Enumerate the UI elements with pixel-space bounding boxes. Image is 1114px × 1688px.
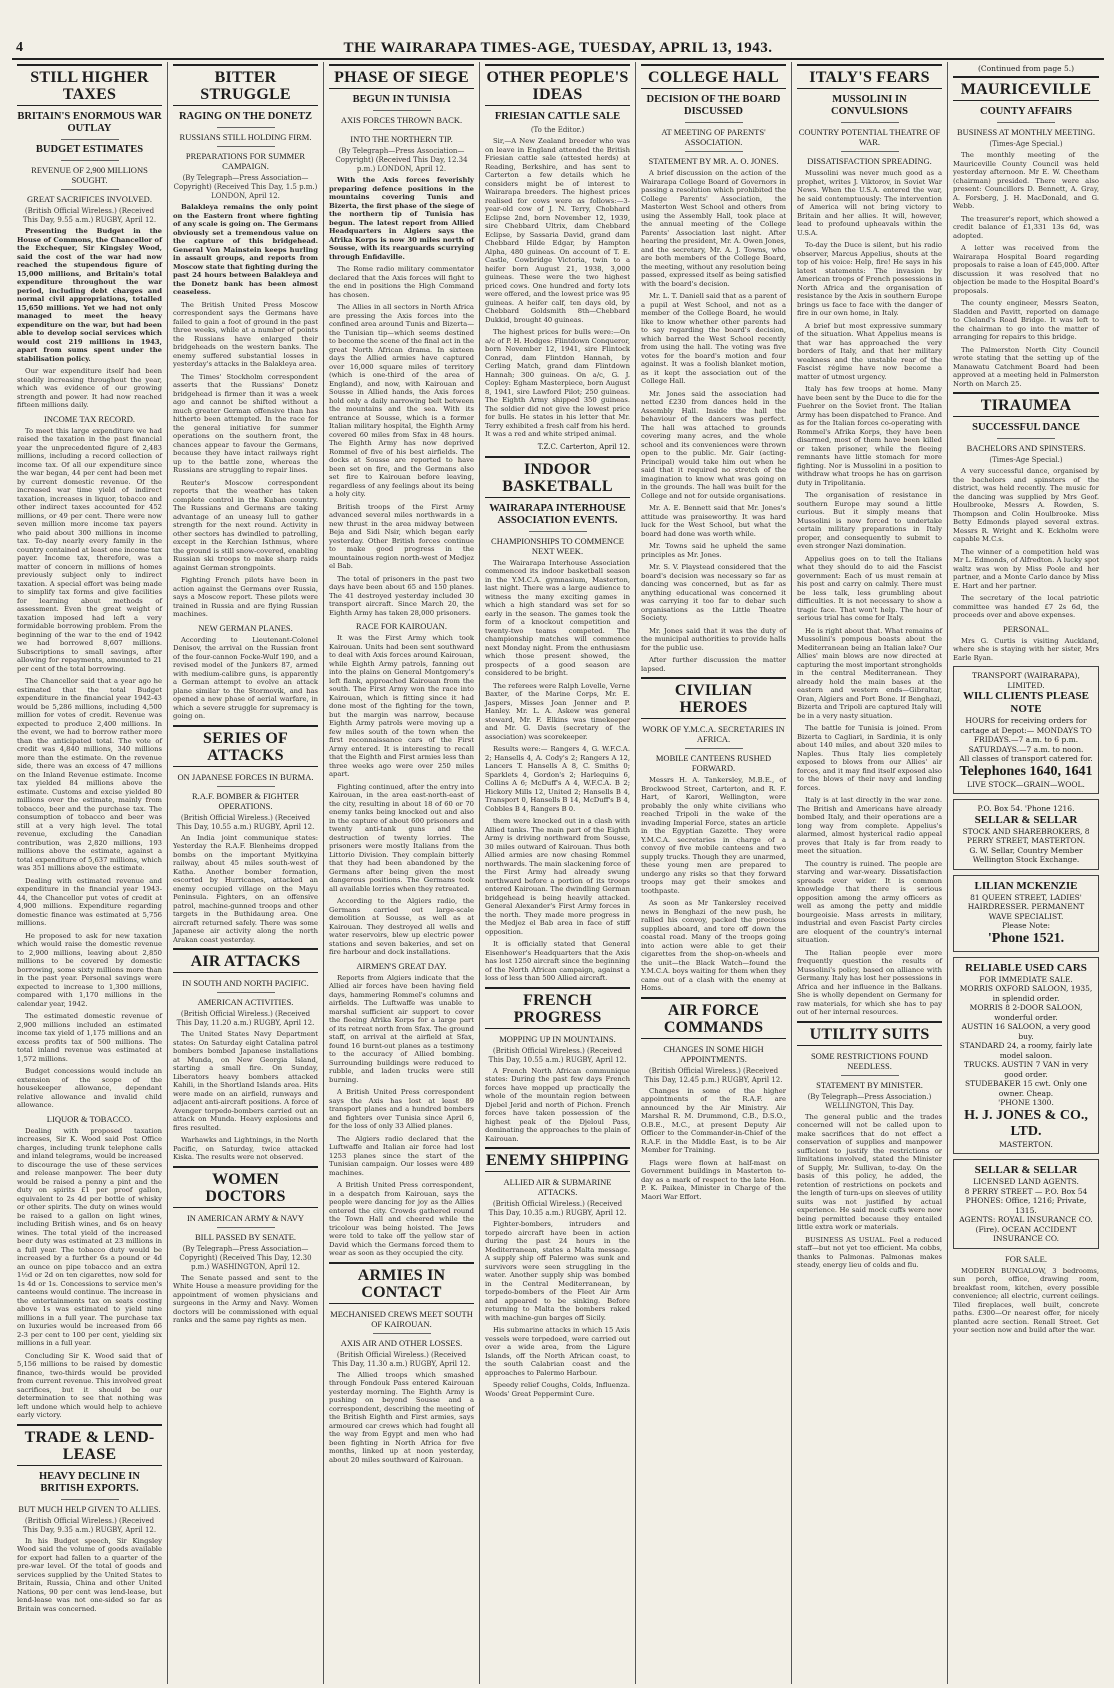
deck: STATEMENT BY MINISTER. (816, 1079, 923, 1090)
article-paragraph: Mr. A. E. Bennett said that Mr. Jones's attitude was praiseworthy. It was hard luck for the West School, but what the board had done was worth while. (641, 504, 786, 538)
dateline: (British Official Wireless.) (Received This Day, 9.35 a.m.) RUGBY, April 12. (22, 1516, 157, 1534)
dateline: (British Official Wireless.) (Received This Day, 11.30 a.m.) RUGBY, April 12. (332, 1350, 471, 1368)
divider (217, 127, 275, 128)
divider (217, 992, 275, 993)
ad-text: TRANSPORT (WAIRARAPA), LIMITED. (972, 671, 1080, 690)
headline: TIRAUMEA (953, 392, 1099, 417)
deck: REVENUE OF 2,900 MILLIONS SOUGHT. (31, 165, 148, 185)
page-number: 4 (16, 40, 23, 55)
article-paragraph: The battle for Tunisia is joined. From Bizerta to Cagliari, in Sardinia, it is only about 140 miles, and about 320 miles to Naples. Thus Italy lies completely exposed to blows from our Allies' air forces, and it may find itself exposed also to the blows of their navy and landing forces. (797, 724, 942, 792)
article-paragraph: As soon as Mr Tankersley received news in Benghazi of the new push, he rallied his convoy, packed the precious supplies aboard, and tore off down the coastal road. Many of the troops going into action were able to get their cigarettes from the shop-on-wheels and the unit—the Black Watch—found the Y.M.C.A. boys waiting for them when they came out of a clash with the enemy at Homs. (641, 899, 786, 992)
headline: SERIES OF ATTACKS (173, 725, 318, 767)
article-paragraph: Presenting the Budget in the House of Commons, the Chancellor of the Exchequer, Sir Kingsley Wood, said the cost of the war had now reached the stupendous figure of 15,000 millions, and Britain's total expenditure throughout the war period, including debt charges and normal civil appropriations, totalled 15,650 millions. Yet we had not only managed to meet the heavy expenditure on the war, but had been able to develop social services which would cost 219 millions in 1943, apart from sums spent under the stabilisation policy. (17, 227, 162, 363)
divider (685, 122, 743, 123)
continuation-note: (Continued from page 5.) (977, 64, 1075, 73)
headline: OTHER PEOPLE'S IDEAS (485, 64, 630, 106)
deck: RUSSIANS STILL HOLDING FIRM. (179, 132, 312, 142)
article-paragraph: Speedy relief Coughs, Colds, Influenza. Woods' Great Peppermint Cure. (485, 1381, 630, 1398)
article-paragraph: The total of prisoners in the past two days have been about 65 and 150 planes. The 41 destroyed yesterday included 30 transport aircraft. Since March 20, the Eighth Army has taken 28,000 prisoners. (329, 574, 474, 617)
article-paragraph: The organisation of resistance in southern Europe may sound a little curious. But it simply means that Mussolini is now forced to undertake certain military preparations in Italy proper, and consequently to submit to even stronger Nazi domination. (797, 491, 942, 550)
ad-text: Please Note: (1001, 921, 1051, 930)
divider (841, 122, 899, 123)
article-paragraph: Dealing with estimated revenue and expenditure in the financial year 1943-44, the Chancellor put votes of credit at 4,900 millions. Expenditure regarding domestic finance was estimated at 5,756 millions. (17, 876, 162, 927)
ad-text: 'Phone 1521. (987, 930, 1065, 946)
divider (685, 151, 743, 152)
article-paragraph: The United States Navy Department states: On Saturday eight Catalina patrol bombers bombed Japanese installations at Munda, on New Georgia Island, starting a small fire. On Sunday, Liberators heavy bombers attacked Kahili, in the Shortland Islands area. Hits were made on an airfield, runways and adjacent anti-aircraft positions. A force of Avenger torpedo-bombers carried out an attack on Munda. Heavy explosions and fires resulted. (173, 1030, 318, 1132)
deck: GREAT SACRIFICES INVOLVED. (27, 194, 152, 204)
article-paragraph: Reuter's Moscow correspondent reports that the weather has taken complete control in the Kuban country. The Russians and Germans are taking advantage of an uneasy lull to gather strength for the next round. Activity in other sectors has dwindled to patrolling, except in the Kerchian Isthmus, where the ground is still snow-covered, enabling Russian ski troops to make sharp raids against German strongpoints. (173, 478, 318, 572)
article-paragraph: The highest prices for bulls were:—On a/c of P. H. Hodges: Flintdown Conqueror, born November 12, 1941, sire Flintock Conrad, dam Flintdon Hannah, by Cerling Match, grand dam Flintdown Hannah; 300 guineas. On a/c, G. J. Copley: Egham Masterpiece, born August 8, 1941, sire Lawford Pilot; 250 guineas. The Eighth Army shipped 350 guineas. The soldier did not give the lowest price for bulls. He states in his letter that Mr. Terry exhibited a fresh calf from his herd. It was a red and white striped animal. (485, 328, 630, 438)
headline: CIVILIAN HEROES (641, 677, 786, 719)
ad-text: 81 QUEEN STREET, LADIES' HAIRDRESSER. PERMANENT WAVE SPECIALIST. (967, 892, 1085, 921)
deck: ALLIED AIR & SUBMARINE ATTACKS. (503, 1177, 612, 1197)
ad-text: H. J. JONES & CO., LTD. (964, 1107, 1088, 1139)
dateline: (Times-Age Special.) (989, 456, 1063, 464)
divider (217, 146, 275, 147)
article-paragraph: A brief but most expressive summary of the situation. What Appelius means is that war has approached the very borders of Italy, and that her military weakness and the unstable rear of the Fascist régime have now become a matter of utmost urgency. (797, 321, 942, 381)
dateline: (British Official Wireless.) (Received This Day, 11.20 a.m.) RUGBY, April 12. (176, 1010, 315, 1027)
ad-text: LICENSED LAND AGENTS. (973, 1177, 1079, 1186)
article-paragraph: He is right about that. What remains of Mussolini's pompous boasts about the Mediterranean being an Italian lake? Our Allies' main blows are now directed at capturing the most important strongholds in the central Mediterranean. They already hold the main bases at the eastern and western ends—Gibraltar, Oran, Algiers and Port Bone. If Benghazi, Bizerta and Tripoli are captured Italy will be in a very nasty situation. (797, 626, 942, 720)
article-paragraph: According to the Algiers radio, the Germans carried out large-scale demolition at Sousse, as well as at Kairouan. They destroyed all wells and water reservoirs, blew up electric power stations and seven bakeries, and set on fire harbour and dock installations. (329, 897, 474, 956)
article-paragraph: To-day the Duce is silent, but his radio observer, Marcus Appelius, shouts at the top of his voice: Help, fire! He says in his latest statements: The invasion by American troops of French possessions in North Africa and the organisation of resistance by the Axis in southern Europe brings us face to face with the danger of fire in our own home, in Italy. (797, 241, 942, 317)
deck: IN AMERICAN ARMY & NAVY (186, 1212, 305, 1223)
ad-text: STANDARD 24, a roomy, fairly late model saloon. (959, 1041, 1093, 1060)
article-paragraph: The winner of a competition held was Mr L. Edmonds, of Alfredton. A lucky spot waltz was won by Miss Poole and her partner, and a Monte Carlo dance by Miss E. Hart and her partner. (953, 547, 1099, 590)
divider (61, 139, 119, 140)
article-paragraph: Fighting French pilots have been in action against the Germans over Russia, says a Moscow report. These pilots were trained in Russia and are flying Russian machines. (173, 576, 318, 618)
article-paragraph: The Senate passed and sent to the White House a measure providing for the appointment of women physicians and surgeons in the Army and Navy. Women doctors will be commissioned with equal ranks and the same pay rights as men. (173, 1273, 318, 1324)
deck: IN SOUTH AND NORTH PACIFIC. (182, 978, 309, 988)
headline: MAURICEVILLE (953, 76, 1099, 101)
divider (997, 438, 1055, 439)
dateline: (British Official Wireless.) (Received This Day, 12.45 p.m.) RUGBY, April 12. (644, 1066, 783, 1084)
subheadline: BEGUN IN TUNISIA (352, 94, 451, 105)
dateline: (To the Editor.) (530, 126, 585, 134)
article-paragraph: Sir,—A New Zealand breeder who was on leave in England attended the British Friesian cattle sale (attested herds) at Reading, Berkshire, and has sent to Carterton a few details which he considers might be of interest to Wairarapa breeders. The highest prices realised for cows were as follows:—3-year-old cow of J. N. Terry, Chobhard Eclipse 2nd, born November 12, 1939, sire Chebbard Ultrix, dam Chebbard Eclipse, by Sassaria David, grand dam Chebbard Hilde Edgar, by Hampton Alpha, 480 guineas. On account of T. E. Castle, Cowbridge Victoria, twin to a heifer born August 21, 1938, 3,000 guineas. These were the two highest priced cows. One hundred and forty lots were offered, and the lowest price was 95 guineas. A heifer calf, ten days old, by Chebbard Goldsmith 8th—Chebbard Dukkid, brought 40 guineas. (485, 137, 630, 324)
ad-text: STOCK AND SHAREBROKERS, 8 PERRY STREET, MASTERTON. (962, 826, 1090, 845)
headline: BITTER STRUGGLE (173, 64, 318, 106)
article-paragraph: It was the First Army which took Kairouan. Units had been sent southward to deal with Axis forces around Kairouan, while Eighth Army patrols, fanning out into the plains on General Montgomery's left flank, approached Kairouan from the south. The First Army won the race into Kairouan, which is fitting since it had done most of the fighting for the town, but the margin was narrow, because Eighth Army patrols were moving up a few miles south of the town when the first reconnaissance cars of the First Army entered. It is interesting to recall that the Eighth and First armies less than three weeks ago were over 250 miles apart. (329, 634, 474, 778)
signature: T.Z.C. Carterton, April 12. (537, 442, 630, 451)
article-paragraph: The referees were Ralph Lovelle, Verne Baxter, of the Marine Corps, Mr. E. Jaspers, Misses Joan Jenner and P. Hanley. Mr. L. A. Askew was general steward, Mr. F. Elkins was timekeeper and Mr. G. Davis (secretary of the association) was scorekeeper. (485, 681, 630, 741)
deck: BUSINESS AT MONTHLY MEETING. (957, 127, 1095, 137)
article-paragraph: After further discussion the matter lapsed. (641, 656, 786, 673)
article-paragraph: The Palmerston North City Council wrote stating that the setting up of the Manawatu Catchment Board had been approved at a meeting held in Palmerston North on March 25. (953, 345, 1099, 388)
deck: MOBILE CANTEENS RUSHED FORWARD. (655, 753, 772, 773)
subheadline: HEAVY DECLINE IN BRITISH EXPORTS. (39, 1470, 140, 1494)
article-paragraph: In his Budget speech, Sir Kingsley Wood said the volume of goods available for export had fallen to a quarter of the pre-war level. Of the total of goods and services supplied by the United States to Britain, Russia, China and other United Nations, 90 per cent was lend-lease, but lend-lease was not one-sided so far as Britain was concerned. (17, 1536, 162, 1613)
subheadline: SUCCESSFUL DANCE (972, 422, 1080, 433)
article-paragraph: His submarine attacks in which 15 Axis vessels were torpedoed, were carried out over a wide area, from the Ligure Islands, off the North African coast, to the south Calabrian coast and the approaches to Palermo Harbour. (485, 1326, 630, 1377)
divider (685, 748, 743, 749)
advertisement (953, 957, 1099, 1155)
advertisement (953, 666, 1099, 794)
article-paragraph: Mr. L. T. Daniell said that as a parent of a pupil at West School, and not as a member of the College Board, he would like to know whether other parents had to say regarding the board's decision, which barred the West School recently from using the hall. The voting was five votes for the board's motion and four against. It was a foolish blanket motion, as it kept the association out of the College Hall. (641, 292, 786, 385)
column-5 (636, 62, 792, 1684)
advertisement (953, 1159, 1099, 1249)
ad-text: RELIABLE USED CARS (965, 961, 1087, 974)
advertisement (953, 799, 1099, 870)
article-paragraph: Fighter-bombers, intruders and torpedo aircraft have been in action during the past 24 hours in the Mediterranean, states a Malta message. A supply ship off Palermo was sunk and survivors were seen struggling in the water. Another supply ship was bombed in the Central Mediterranean, by torpedo-bombers of the Fleet Air Arm and appeared to be sinking. Before returning to Malta the bombers raked with machine-gun barges off Sicily. (485, 1220, 630, 1322)
article-paragraph: The estimated domestic revenue of 2,900 millions included an estimated income tax yield of 1,175 millions and an excess profits tax of 500 millions. The total inland revenue was estimated at 1,572 millions. (17, 1012, 162, 1063)
article-paragraph: The Chancellor said that a year ago he estimated that the total Budget expenditure in the financial year 1942-43 would be 5,286 millions, including 4,500 million for votes of credit. Revenue was expected to produce 2,400 millions. In the event, we had to borrow rather more than the anticipated total. The vote of credit was 4,840 millions, 340 millions more than the estimate. On the revenue side, there was an excess of 47 millions on the Inland Revenue estimate. Income tax yielded 84 millions above the estimate. Customs and excise yielded 80 millions over the estimate, mainly from tobacco, beer and the purchase tax. The consumption of tobacco and beer was still at a very high level. The total revenue, excluding the Canadian contribution, was 2,820 millions, 193 millions above the estimate, against a total expenditure of 5,637 millions, which was 351 millions above the estimate. (17, 677, 162, 872)
ad-text: AUSTIN 16 SALOON, a very good buy. (961, 1022, 1091, 1041)
article-paragraph: them were knocked out in a clash with Allied tanks. The main part of the Eighth Army is driving northward from Sousse, 30 miles outward of Kairouan. Thus both Allied armies are now chasing Rommel northwards. The main slackening force of the First Army had already swung northward before a portion of its troops entered Kairouan. The dwindling German bridgehead is being heavily attacked. General Alexander's First Army forces in the north. They made more progress in the Medjez el Bab area in face of stiff opposition. (485, 817, 630, 936)
subheadline: BRITAIN'S ENORMOUS WAR OUTLAY (17, 111, 162, 134)
article-paragraph: The general public and the trades concerned will not be called upon to make sacrifices that do not effect a conservation of supplies and manpower sufficient to justify the restrictions or limitations involved, stated the Minister of Supply, Mr. Sullivan, to-day. On the basis of this policy, he added, the retention of restrictions on pockets and the length of turn-ups on sleeves of utility suits was not justified by actual experience. He said mock cuffs were now being permitted because they entailed little extra work or materials. (797, 1112, 942, 1231)
article-paragraph: A brief discussion on the action of the Wairarapa College Board of Governors in passing a resolution which prohibited the College Parents' Association, the Masterton West School and others from using the Assembly Hall, took place at the annual meeting of the College Parents' Association last night. After hearing the president, Mr. A. Owen Jones, and the secretary, Mr. A. J. Towns, who are both members of the College Board, the meeting, without any resolution being passed, expressed itself as being satisfied with the board's decision. (641, 169, 786, 288)
headline: STILL HIGHER TAXES (17, 64, 162, 106)
article-paragraph: The country is ruined. The people are starving and war-weary. Dissatisfaction spreads ever wider. It is common knowledge that there is serious opposition among the army officers as well as among the petty and middle bourgeoisie. Mass arrests in military, industrial and even Fascist Party circles are eloquent of the country's internal situation. (797, 859, 942, 944)
deck: LIQUOR & TOBACCO. (46, 1113, 133, 1124)
article-paragraph: MODERN BUNGALOW, 3 bedrooms, sun porch, office, drawing room, breakfast room, kitchen, every possible convenience; all electric, current ceilings. Tiled fireplaces, well built, concrete paths. £300—Or nearest offer, for nicely planted acre section. Renall Street. Get your section now and build after the war. (953, 1266, 1099, 1334)
article-paragraph: A British United Press correspondent, in a despatch from Kairouan, says the people were dancing for joy as the Allies entered the city. Crowds gathered round the Town Hall and cheered while the tricolour was being hoisted. The Jews were told to take off the yellow star of David which the Germans forced them to wear as soon as they occupied the city. (329, 1181, 474, 1257)
deck: BILL PASSED BY SENATE. (194, 1231, 297, 1242)
article-paragraph: The Allied troops which smashed through Fondouk Pass entered Kairouan yesterday morning. The Eighth Army is pushing on beyond Sousse and a correspondent, describing the meeting of the British Eighth and First armies, says armoured car crews which had fought all the way from Egypt and men who had been fighting in North Africa for five months, linked up at noon yesterday, about 20 miles southward of Kairouan. (329, 1370, 474, 1464)
divider (217, 786, 275, 787)
divider (997, 122, 1055, 123)
article-paragraph: Dealing with proposed taxation increases, Sir K. Wood said Post Office charges, including trunk telephone calls and inland telegrams, would be increased to discourage the use of these services and release manpower. The beer duty would be raised a penny a pint and the duty on spirits £1 per proof gallon, equivalent to 2s 4d per bottle of whisky or other spirits. The duty on wines would be raised to a gallon on light wines, including British wines, and 6s on heavy wines. The total yield of the increased beer duty was estimated at 23 millions in a full year. The tobacco duty would be increased by a further 6s a pound or 4d an ounce on pipe tobacco and an extra 1½d or 2d on ten cigarettes, now sold for 1s 4d or 1s. Concessions to service men's canteens would continue. The increase in the entertainments tax on seats costing above 1s was estimated to yield nine millions in a full year. The purchase tax on luxuries would be increased from 66 2-3 per cent to 100 per cent, yielding six millions in a full year. (17, 1126, 162, 1347)
dateline: (British Official Wireless.) (Received This Day, 10.55 a.m.) RUGBY, April 12. (488, 1046, 627, 1064)
article-paragraph: A British United Press correspondent says the Axis has lost at least 89 transport planes and a hundred bombers and fighters over Tunisia since April 6, for the loss of only 33 Allied planes. (329, 1088, 474, 1130)
dateline: (British Official Wireless.) (Received This Day, 10.55 a.m.) RUGBY, April 12. (176, 813, 315, 831)
ad-text: 8 PERRY STREET — P.O. Box 54 PHONES: Office, 1216; Private, 1315. (964, 1186, 1088, 1215)
ad-text: LILIAN MCKENZIE (974, 879, 1078, 892)
ad-text: Telephones 1640, 1641 (959, 763, 1093, 779)
article-paragraph: He proposed to ask for new taxation which would raise the domestic revenue to 2,900 millions, leaving about 2,850 millions to be covered by domestic borrowing, some sixty millions more than in the past year. Personal savings were expected to increase to 1,300 millions, compared with 1,170 millions in the calendar year, 1942. (17, 931, 162, 1008)
deck: CHAMPIONSHIPS TO COMMENCE NEXT WEEK. (491, 535, 624, 556)
article-paragraph: With the Axis forces feverishly preparing defence positions in the mountains covering Tunis and Bizerta, the first phase of the siege of the northern tip of Tunisia has begun. The latest report from Allied Headquarters in Algiers says the Afrika Korps is now 30 miles north of Sousse, with its rearguards scurrying through Enfidaville. (329, 176, 474, 261)
news-columns (12, 62, 1104, 1684)
ad-text: FOR IMMEDIATE SALE. (979, 974, 1073, 984)
divider (529, 531, 587, 532)
headline: AIR ATTACKS (173, 948, 318, 973)
article-paragraph: Budget concessions would include an extension of the scope of the housekeeper allowance, dependant relative allowance and invalid child allowance. (17, 1067, 162, 1109)
dateline: (British Official Wireless.) (Received This Day, 10.35 a.m.) RUGBY, April 12. (488, 1200, 627, 1217)
column-1 (12, 62, 168, 1684)
article-paragraph: Italy is at last directly in the war zone. The British and Americans have already bombed Italy, and their operations are a long way from complete. Appelius's alarmed, almost hysterical radio appeal proves that Italy is far from ready to meet the situation. (797, 796, 942, 855)
article-paragraph: Mrs G. Curtis is visiting Auckland, where she is staying with her sister, Mrs Earle Ryan. (953, 636, 1099, 662)
deck: INTO THE NORTHERN TIP. (350, 134, 453, 144)
dateline: (By Telegraph—Press Association—Copyright) (Received This Day, 1.5 p.m.) LONDON, April 12. (173, 174, 318, 200)
deck: RACE FOR KAIROUAN. (356, 621, 447, 631)
subheadline: MUSSOLINI IN CONVULSIONS (830, 94, 909, 117)
ad-text: STUDEBAKER 15 cwt. Only one owner. Cheap. (964, 1079, 1088, 1098)
article-paragraph: Italy has few troops at home. Many have been sent by the Duce to die for the Fuehrer on the Soviet front. The Italian Army has been dispatched to France. And as for the Italian forces co-operating with Rommel's Afrika Korps, they have been disarmed, most of them have been killed or taken prisoner, while the fleeing remnants have little stomach for more fighting. Nor is Mussolini in a position to withdraw what troops he has on garrison duty in Tripolitania. (797, 385, 942, 487)
article-paragraph: Our war expenditure itself had been steadily increasing throughout the year, which was evidence of our growing strength and power. It had now reached fifteen millions daily. (17, 367, 162, 409)
dateline: (British Official Wireless.) (Received This Day, 9.55 a.m.) RUGBY, April 12. (22, 207, 157, 224)
ad-text: G. W. Sellar, Country Member Wellington Stock Exchange. (969, 845, 1083, 864)
ad-text: TRUCKS. AUSTIN 7 VAN in very good order. (963, 1060, 1089, 1079)
deck: CHANGES IN SOME HIGH APPOINTMENTS. (663, 1043, 764, 1064)
deck: BUT MUCH HELP GIVEN TO ALLIES. (18, 1503, 161, 1514)
divider (841, 1075, 899, 1076)
dateline: (Times-Age Special.) (989, 140, 1063, 148)
deck: MOPPING UP IN MOUNTAINS. (499, 1033, 616, 1044)
divider (373, 1333, 431, 1334)
headline: INDOOR BASKETBALL (485, 456, 630, 498)
ad-text: P.O. Box 54. 'Phone 1216. (977, 804, 1075, 813)
article-paragraph: The Italian people ever more frequently question the results of Mussolini's policy, based on alliance with Germany. Italy has lost her possessions in Africa and her influence in the Balkans. She is wholly dependent on Germany for raw materials, for which she has to pay out of her internal resources. (797, 948, 942, 1016)
advertisement (953, 875, 1099, 952)
deck: COUNTRY POTENTIAL THEATRE OF WAR. (798, 127, 941, 147)
column-6 (792, 62, 948, 1684)
dateline: (By Telegraph—Press Association.) WELLINGTON, This Day. (807, 1092, 932, 1110)
subheadline: DECISION OF THE BOARD DISCUSSED (646, 94, 781, 117)
article-paragraph: A very successful dance, organised by the bachelors and spinsters of the district, was held recently. The music for the dancing was supplied by Mrs Geof. Houlbrooke, Messrs A. Rowden, S. Thompson and Colin Houlbrooke. Miss Betty Edmonds played several extras. Messrs R. Wright and K. Eckholm were capable M.C.s. (953, 467, 1099, 543)
article-paragraph: Results were:— Rangers 4, G. W.F.C.A. 2; Hansells 4, A. Cody's 2; Rangers A 12, Lancers T. Hansells A 8, C. Smiths 0; Sparklets 4, Gordon's 2; Harlequins 6, Collins A 6; McDuff's A 4, W.F.C.A. B 2; Hickory Mills 12, United 2; Hansells B 4, Transport 0, Hansells B 14, McDuff's B 4, Cobbles B 4, Rangers B 0. (485, 745, 630, 813)
article-paragraph: The treasurer's report, which showed a credit balance of £1,331 13s 6d, was adopted. (953, 214, 1099, 240)
article-paragraph: An India joint communique states: Yesterday the R.A.F. Blenheims dropped bombs on the important Myitkyina railway, about 45 miles south-west of Katha. Another bomber formation, escorted by Hurricanes, attacked an enemy occupied village on the Mayu Peninsula. Fighters, on an offensive patrol, machine-gunned troops and other targets in the Buthidaung area. One aircraft returned safely. There was some Japanese air activity along the north Arakan coast yesterday. (173, 833, 318, 944)
headline: WOMEN DOCTORS (173, 1166, 318, 1208)
article-paragraph: The Rome radio military commentator declared that the Axis forces will fight to the end in positions the High Command has chosen. (329, 265, 474, 299)
article-paragraph: The monthly meeting of the Mauriceville County Council was held yesterday afternoon. Mr E. W. Cheetham (chairman) presided. There were also present: Councillors D. Bennett, A. Gray, A. Forsberg, J. H. MacDonald, and G. Webb. (953, 151, 1099, 210)
article-paragraph: Messrs H. A. Tankersley, M.B.E., of Brockwood Street, Carterton, and R. F. Hart, of Karori, Wellington, were probably the only white civilians who reached Tripoli in the wake of the invading Imperial Force, states an article in the Egyptian Gazette. They were Y.M.C.A. secretaries in charge of a convoy of five mobile canteens and two supply trucks. Though they are unarmed, these young men are prepared to undergo any risks so that they forward troops may get their smokes and toothpaste. (641, 776, 786, 895)
ad-text: MORRIS OXFORD SALOON, 1935, in splendid order. (959, 984, 1093, 1003)
article-paragraph: The county engineer, Messrs Seaton, Sladden and Pavitt, reported on damage to Cleland's Road Bridge. It was left to the chairman to go into the matter of arranging for repairs to this bridge. (953, 299, 1099, 341)
ad-text: AGENTS: ROYAL INSURANCE CO. (Fire). OCEAN ACCIDENT INSURANCE CO. (959, 1215, 1093, 1243)
ad-text: MASTERTON. (999, 1139, 1053, 1149)
article-paragraph: Mr. S. V. Playstead considered that the board's decision was necessary so far as dancing was concerned, but as far as anything educational was concerned it was carrying it too far to debar such organisations as the Little Theatre Society. (641, 563, 786, 622)
deck: AXIS AIR AND OTHER LOSSES. (340, 1337, 463, 1348)
divider (61, 189, 119, 190)
article-paragraph: To meet this large expenditure we had raised the taxation in the past financial year the unprecedented figure of 2,483 millions, including a record collection of income tax. Of all our expenditure since the war began, 44 per cent had been met by current domestic revenue. Of the increased war time yield of indirect taxation, increases in liquor, tobacco and other indirect taxes accounted for 452 millions, or 49 per cent. There were now seven million more income tax payers who paid about 300 millions in income tax. To-day nearly every family in the country contained at least one income tax payer. Income tax, therefore, was a matter of concern in millions of homes previously subject only to indirect taxation. A special effort was being made to simplify tax forms and give facilities for learning about methods of assessment. Even the great weight of taxation imposed had left a very formidable borrowing problem. From the beginning of the war to the end of 1942 we had borrowed 8,607 millions. Subscriptions to small savings, after allowing for repayments, amounted to 21 per cent of the total borrowing. (17, 426, 162, 673)
article-paragraph: Mr. Towns said he upheld the same principles as Mr. Jones. (641, 542, 786, 559)
divider (61, 1499, 119, 1500)
deck: NEW GERMAN PLANES. (198, 622, 293, 633)
divider (841, 151, 899, 152)
deck: PREPARATIONS FOR SUMMER CAMPAIGN. (185, 151, 306, 171)
deck: INCOME TAX RECORD. (43, 413, 135, 424)
headline: ENEMY SHIPPING (485, 1147, 630, 1172)
article-paragraph: Flags were flown at half-mast on Government buildings in Masterton to-day as a mark of respect to the late Hon. P. K. Paikea, Minister in Charge of the Maori War Effort. (641, 1158, 786, 1201)
deck: ON JAPANESE FORCES IN BURMA. (177, 771, 314, 782)
subheadline: BUDGET ESTIMATES (35, 144, 144, 155)
deck: MECHANISED CREWS MEET SOUTH OF KAIROUAN. (330, 1308, 473, 1329)
divider (373, 129, 431, 130)
dateline: (By Telegraph—Press Association—Copyright) (Received This Day, 12.34 p.m.) LONDON, April 12. (335, 147, 468, 173)
article-paragraph: The Times' Stockholm correspondent asserts that the Russians' Donetz bridgehead is firmer than it was a week ago and cannot be shifted without a much greater German offensive than has hitherto been attempted. In the race for the general initiative for summer operations on the southern front, the chances appear to favour the Germans, because they have intact railways right up to the battle zone, whereas the Russians are struggling to repair lines. (173, 372, 318, 474)
article-paragraph: The British United Press Moscow correspondent says the Germans have failed to gain a foot of ground in the past three weeks, while at a number of points the Russians have enlarged their bridgeheads on the western banks. The enemy suffered substantial losses in yesterday's attacks in the Balakleya area. (173, 300, 318, 368)
headline: PHASE OF SIEGE (329, 64, 474, 89)
article-paragraph: Changes in some of the higher appointments of the R.A.F. are announced by the Air Ministry. Air Marshal R. M. Drummond, C.B., D.S.O., O.B.E., M.C., at present Deputy Air Officer to the Commander-in-Chief of the R.A.F. in the Middle East, is to be Air Member for Training. (641, 1086, 786, 1154)
article-paragraph: The secretary of the local patriotic committee was handed £7 2s 6d, the proceeds over and above expenses. (953, 594, 1099, 619)
article-paragraph: Balakleya remains the only point on the Eastern front where fighting of any scale is going on. The Germans obviously set a tremendous value on the capture of this bridgehead. General Von Mainstein keeps hurling in assault groups, and reports from Moscow state that fighting during the past 24 hours between Balakleya and the Donetz bank has been almost ceaseless. (173, 203, 318, 296)
headline: COLLEGE HALL (641, 64, 786, 89)
headline: FRENCH PROGRESS (485, 987, 630, 1029)
newspaper-title: THE WAIRARAPA TIMES-AGE, TUESDAY, APRIL 13, 1943. (343, 40, 773, 56)
article-paragraph: The Wairarapa Interhouse Association commenced its indoor basketball season in the Y.M.C.A. gymnasium, Masterton, last night. There was a large audience to witness the many exciting games in which a high standard was set for so early in the season. The games took the form of a knockout competition and twenty-two teams competed. The championship matches will commence next Monday night. From the enthusiasm which those present showed, the prospects of a good season are considered to be bright. (485, 558, 630, 677)
ad-text: All classes of transport catered for. (959, 754, 1093, 763)
article-paragraph: The Allies in all sectors in North Africa are pressing the Axis forces into the confined area around Tunis and Bizerta—the Tunisian tip—which seems destined to become the scene of the final act in the great North African drama. In sixteen days the Allied armies have captured over 16,000 square miles of territory (which is one-third of the area of England), and now, with Kairouan and Sousse in Allied hands, the Axis forces hold only a daily narrowing belt between the mountains and the sea. With its entrance at Sousse, which is a former Italian military hospital, the Eighth Army covered 60 miles from Sfax in 48 hours. The Eighth Army has now deprived Rommel of five of his best airfields. The docks at Sousse are reported to have been set on fire, and the Germans also set fire to Kairouan before leaving, regardless of any feelings about its being a holy city. (329, 303, 475, 498)
deck: R.A.F. BOMBER & FIGHTER OPERATIONS. (191, 790, 299, 811)
ad-text: 'PHONE 1300. (998, 1098, 1054, 1107)
subheadline: FRIESIAN CATTLE SALE (494, 111, 621, 122)
column-4 (480, 62, 636, 1684)
deck: PERSONAL. (1002, 623, 1050, 634)
deck: SOME RESTRICTIONS FOUND NEEDLESS. (810, 1050, 929, 1071)
headline: AIR FORCE COMMANDS (641, 997, 786, 1039)
deck: AT MEETING OF PARENTS' ASSOCIATION. (661, 127, 766, 147)
article-paragraph: Appelius goes on to tell the Italians what they should do to aid the Fascist government: Each of us must remain at his post and carry on calmly. There must be less talk, less grumbling about difficulties. It is not necessary to show a tragic face. That won't help. The hour of serious trial has come for Italy. (797, 554, 942, 622)
column-7 (948, 62, 1104, 1684)
headline: ITALY'S FEARS (797, 64, 942, 89)
subheadline: WAIRARAPA INTERHOUSE ASSOCIATION EVENTS. (489, 502, 626, 526)
masthead (12, 38, 1104, 60)
ad-text: HOURS for receiving orders for cartage at Depot:— MONDAYS TO FRIDAYS.—7 a.m. to 6 p.m. SATURDAYS.—7 a.m. to noon. (960, 716, 1092, 754)
ad-text: MORRIS 8 2-DOOR SALOON, wonderful order. (969, 1003, 1083, 1022)
article-paragraph: It is officially stated that General Eisenhower's Headquarters that the Axis has lost 1250 aircraft since the beginning of the North African campaign, against a loss of less than 500 Allied aircraft. (485, 940, 630, 982)
article-paragraph: A letter was received from the Wairarapa Hospital Board regarding proposals to raise a loan of £45,000. After discussion it was resolved that no objection be made to the Hospital Board's proposals. (953, 244, 1099, 295)
headline: UTILITY SUITS (797, 1021, 942, 1046)
subheadline: RAGING ON THE DONETZ (178, 111, 313, 122)
ad-text: SELLAR & SELLAR (974, 813, 1078, 826)
deck: AMERICAN ACTIVITIES. (197, 997, 294, 1007)
column-3 (324, 62, 480, 1684)
deck: FOR SALE. (1004, 1253, 1048, 1264)
deck: AIRMEN'S GREAT DAY. (356, 960, 447, 971)
article-paragraph: British troops of the First Army advanced several miles northwards in a new thrust in the area midway between Beja and Sidi Nsir, which began early yesterday. Other British forces continue to make good progress in the mountainous region north-west of Medjez el Bab. (329, 502, 474, 570)
article-paragraph: Mr. Jones said that it was the duty of the municipal authorities to provide halls for the public use. (641, 626, 786, 652)
article-paragraph: Reports from Algiers indicate that the Allied air forces have been having field days, hammering Rommel's columns and airfields. The Luftwaffe was unable to marshal sufficient air support to cover the fleeing Afrika Korps for a large part of its retreat north from Sfax. The ground staff, on arrival at the airfield at Sfax, found 16 burnt-out planes as a testimony to the accuracy of Allied bombing. Surrounding buildings were reduced to rubble, and laden trucks were still burning. (329, 973, 474, 1084)
divider (373, 110, 431, 111)
deck: STATEMENT BY MR. A. O. JONES. (648, 156, 779, 166)
deck: DISSATISFACTION SPREADING. (807, 156, 932, 166)
ad-text: WILL CLIENTS PLEASE NOTE (963, 690, 1089, 715)
deck: AXIS FORCES THROWN BACK. (340, 115, 463, 125)
divider (217, 1227, 275, 1228)
deck: BACHELORS AND SPINSTERS. (966, 443, 1086, 453)
article-paragraph: BUSINESS AS USUAL. Feel a reduced staff—but not yet too efficient. Ma cobbs, thanks to Palmonas. Palmonas makes steady, energy lieu of colds and flu. (797, 1235, 942, 1269)
article-paragraph: Fighting continued, after the entry into Kairouan, in the area east-north-east of the city, resulting in about 18 of 60 or 70 enemy tanks being knocked out and also in the capture of about 600 prisoners and twenty anti-tank guns and the destruction of twenty lorries. The prisoners were mostly Italians from the Littorio Division. They complain bitterly that they had been abandoned by the Germans after being given the most dangerous positions. The Germans took all available lorries when they retreated. (329, 782, 474, 893)
article-paragraph: Mussolini was never much good as a prophet, writes J. Viktorov, in Soviet War News. When the U.S.A. entered the war, he said contemptuously: The intervention of America will not bring victory to Britain and her allies. It will, however, lead to profound upheavals within the U.S.A. (797, 169, 942, 237)
article-paragraph: The Algiers radio declared that the Luftwaffe and Italian air force had lost 1253 planes since the start of the Tunisian campaign. Our losses were 489 machines. (329, 1134, 474, 1177)
dateline: (By Telegraph—Press Association—Copyright) (Received This Day, 12.30 p.m.) WASHINGTON, April 12. (179, 1244, 312, 1271)
headline: ARMIES IN CONTACT (329, 1262, 474, 1304)
headline: TRADE & LEND-LEASE (17, 1424, 162, 1466)
article-paragraph: Concluding Sir K. Wood said that of 5,156 millions to be raised by domestic finance, two-thirds would be provided from current revenue. This involved great sacrifices, but it should be our determination to see that nothing was left undone which would help to achieve early victory. (17, 1351, 162, 1419)
divider (61, 160, 119, 161)
ad-text: LIVE STOCK—GRAIN—WOOL. (967, 779, 1085, 789)
article-paragraph: A French North African communique states: During the past few days French forces have mopped up practically the whole of the mountain region between Djebel Jerid and north of Pichon. French forces have taken possession of the highest peak of the Djeloul Pass, dominating the approaches to the plain of Kairouan. (485, 1066, 630, 1143)
article-paragraph: Warhawks and Lightnings, in the North Pacific, on Saturday, twice attacked Kiska. The results were not observed. (173, 1136, 318, 1161)
ad-text: SELLAR & SELLAR (974, 1164, 1078, 1176)
deck: WORK OF Y.M.C.A. SECRETARIES IN AFRICA. (642, 724, 785, 744)
article-paragraph: Mr. Jones said the association had netted £230 from dances held in the Assembly Hall. Inside the hall the behaviour of the dancers was perfect. The hall was attached to grounds covering many acres, and the whole school and its conveniences were thrown open to the public. Mr. Gair (acting-Principal) would take him out when he said that it required no stretch of the imagination to know what was going on in the grounds. The hall was built for the College and not for outside organisations. (641, 389, 786, 500)
subheadline: COUNTY AFFAIRS (980, 106, 1072, 117)
column-2 (168, 62, 324, 1684)
article-paragraph: According to Lieutenant-Colonel Denisov, the arrival on the Russian front of the four-cannon Focke-Wulf 190, and a revised model of the Junkers 87, armed with medium-calibre guns, is apparently a German attempt to evolve an attack plane similar to the Stormovik, and has opened a new phase of aerial warfare, in which a severe struggle for supremacy is going on. (173, 635, 318, 720)
